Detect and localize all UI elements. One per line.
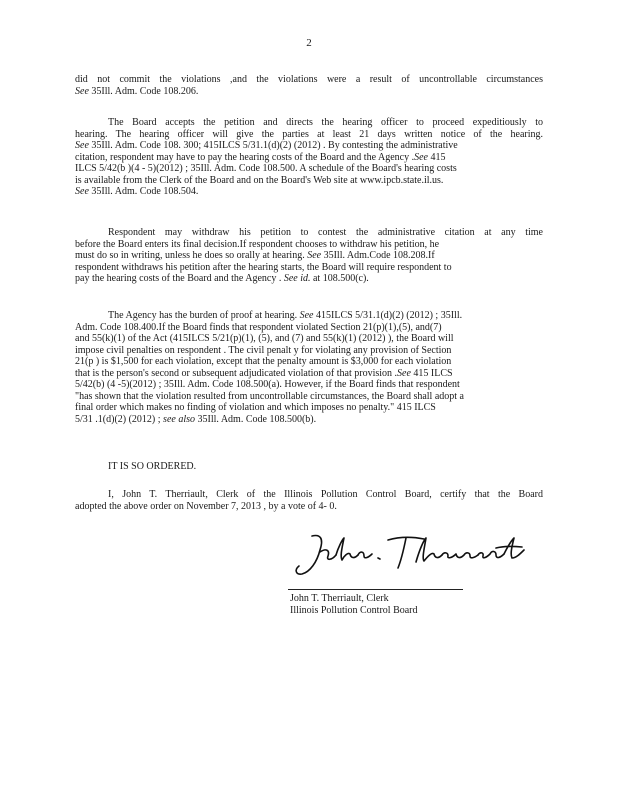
text-line: impose civil penalties on respondent . The civil penalt y for violating any provision of Section — [75, 344, 452, 356]
text-line: 5/31 .1(d)(2) (2012) ; see also 35Ill. Adm. Code 108.500(b). — [75, 413, 317, 425]
text-line: 5/42(b) (4 -5)(2012) ; 35Ill. Adm. Code 108.500(a). However, if the Board finds that respondent — [75, 379, 460, 390]
paragraph-hearing — [75, 117, 543, 198]
text-line: The Board accepts the petition and directs the hearing officer to proceed expeditiously to — [108, 117, 543, 128]
text-line: ILCS 5/42(b )(4 - 5)(2012) ; 35Ill. Adm. Code 108.500. A schedule of the Board's hearing costs — [75, 163, 457, 174]
text-line: citation, respondent may have to pay the hearing costs of the Board and the Agency .See 415 — [75, 151, 446, 163]
text-line: adopted the above order on November 7, 2013 , by a vote of 4- 0. — [75, 500, 337, 512]
citation-signal: See — [299, 310, 314, 321]
text-line: and 55(k)(1) of the Act (415ILCS 5/21(p)(1), (5), and (7) and 55(k)(1) (2012) ), the Board will — [75, 333, 454, 344]
text-line: Respondent may withdraw his petition to contest the administrative citation at any time — [108, 227, 543, 238]
text-line: Adm. Code 108.400.If the Board finds that respondent violated Section 21(p)(1),(5), and(7) — [75, 321, 442, 333]
handwritten-signature — [290, 528, 530, 584]
paragraph-certification — [75, 489, 543, 512]
text-line: hearing. The hearing officer will give the parties at least 21 days written notice of the hearing. — [75, 128, 543, 140]
signature-block — [290, 593, 418, 617]
paragraph-burden — [75, 310, 543, 425]
text-line: I, John T. Therriault, Clerk of the Illinois Pollution Control Board, certify that the Board — [108, 489, 543, 500]
text-line: See 35Ill. Adm. Code 108.206. — [75, 85, 199, 97]
page-number: 2 — [306, 37, 312, 49]
text-line: respondent withdraws his petition after the hearing starts, the Board will require respondent to — [75, 261, 452, 273]
signer-name: John T. Therriault, Clerk — [290, 593, 389, 604]
text-line: final order which makes no finding of violation and which imposes no penalty." 415 ILCS — [75, 402, 436, 413]
text-line: did not commit the violations ,and the violations were a result of uncontrollable circumstances — [75, 74, 543, 85]
citation-signal: See — [75, 140, 89, 151]
text-line: is available from the Clerk of the Board and on the Board's Web site at www.ipcb.state.il.us. — [75, 174, 444, 186]
citation-signal: See — [414, 151, 428, 163]
text-line: "has shown that the violation resulted from uncontrollable circumstances, the Board shall adopt a — [75, 390, 464, 402]
citation-signal: See id. — [283, 273, 311, 284]
text-line: The Agency has the burden of proof at hearing. See 415ILCS 5/31.1(d)(2) (2012) ; 35Ill. — [108, 310, 463, 321]
order-statement: IT IS SO ORDERED. — [108, 461, 197, 472]
text-line: before the Board enters its final decision.If respondent chooses to withdraw his petition, he — [75, 238, 440, 250]
signer-organization: Illinois Pollution Control Board — [290, 605, 418, 616]
paragraph-continuation — [75, 74, 543, 97]
citation-signal: See — [397, 367, 411, 379]
citation-signal: See — [75, 85, 89, 97]
text-line: that is the person's second or subsequent adjudicated violation of that provision .See 415 ILCS — [75, 367, 453, 379]
text-line: pay the hearing costs of the Board and the Agency . See id. at 108.500(c). — [75, 273, 369, 284]
text-line: 21(p ) is $1,500 for each violation, except that the penalty amount is $3,000 for each violation — [75, 356, 452, 367]
citation-signal: See — [75, 186, 89, 197]
text-line: See 35Ill. Adm. Code 108. 300; 415ILCS 5/31.1(d)(2) (2012) . By contesting the administrative — [75, 140, 458, 151]
citation-signal: see also — [163, 413, 195, 425]
text-line: must do so in writing, unless he does so orally at hearing. See 35Ill. Adm.Code 108.208.If — [75, 250, 435, 261]
signature-line — [288, 589, 463, 590]
text-line: See 35Ill. Adm. Code 108.504. — [75, 186, 199, 197]
paragraph-withdraw — [75, 227, 543, 285]
citation-signal: See — [307, 250, 322, 261]
